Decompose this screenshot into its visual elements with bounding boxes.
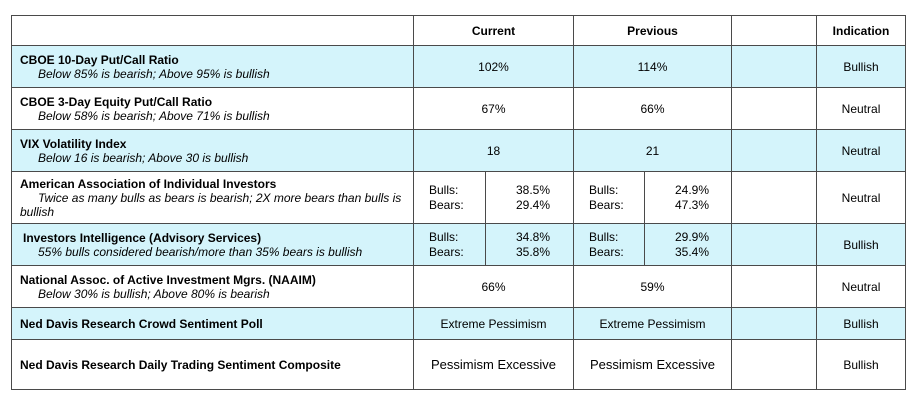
indication-value: Bullish <box>817 46 906 88</box>
indicator-label <box>12 172 414 224</box>
bears-label: Bears: <box>589 197 624 212</box>
bears-label: Bears: <box>589 244 624 259</box>
indicator-label <box>12 46 414 88</box>
indicator-subtitle: Below 85% is bearish; Above 95% is bullish <box>38 66 270 81</box>
current-bulls-bears <box>486 172 574 224</box>
current-bears-value: 35.8% <box>516 244 551 259</box>
previous-value: Extreme Pessimism <box>574 308 732 340</box>
indicator-label <box>12 266 414 308</box>
previous-value: 114% <box>574 46 732 88</box>
indicator-label <box>12 308 414 340</box>
bulls-label: Bulls: <box>589 229 619 244</box>
indicator-title: American Association of Individual Investors <box>20 176 277 191</box>
header-blank <box>12 16 414 46</box>
bulls-bears-labels <box>414 224 486 266</box>
table-row <box>12 340 906 390</box>
previous-bulls-bears <box>645 172 732 224</box>
sentiment-table <box>11 15 906 390</box>
indicator-title: Ned Davis Research Daily Trading Sentiment Composite <box>20 357 341 372</box>
current-value: Extreme Pessimism <box>414 308 574 340</box>
indicator-title: VIX Volatility Index <box>20 136 127 151</box>
current-value: 102% <box>414 46 574 88</box>
indication-value: Neutral <box>817 88 906 130</box>
indicator-subtitle: 55% bulls considered bearish/more than 35% bears is bullish <box>38 244 363 259</box>
bears-label: Bears: <box>429 244 464 259</box>
header-blank-2 <box>732 16 817 46</box>
previous-bears-value: 35.4% <box>675 244 710 259</box>
indication-value: Bullish <box>817 308 906 340</box>
spacer-cell <box>732 88 817 130</box>
table-row <box>12 308 906 340</box>
bulls-bears-labels <box>574 224 645 266</box>
header-indication: Indication <box>817 16 906 46</box>
spacer-cell <box>732 340 817 390</box>
previous-bulls-value: 24.9% <box>675 182 710 197</box>
indicator-title: CBOE 3-Day Equity Put/Call Ratio <box>20 94 213 109</box>
table-row <box>12 172 906 224</box>
table-row <box>12 88 906 130</box>
indicator-subtitle: Twice as many bulls as bears is bearish; 2X more bears than bulls is bullish <box>20 190 402 219</box>
spacer-cell <box>732 172 817 224</box>
current-bulls-value: 34.8% <box>516 229 551 244</box>
table-row <box>12 130 906 172</box>
bulls-bears-labels <box>414 172 486 224</box>
indicator-subtitle: Below 16 is bearish; Above 30 is bullish <box>38 150 249 165</box>
current-value: 67% <box>414 88 574 130</box>
bulls-bears-labels <box>574 172 645 224</box>
indication-value: Bullish <box>817 340 906 390</box>
indication-value: Neutral <box>817 130 906 172</box>
bulls-label: Bulls: <box>429 182 459 197</box>
table-row <box>12 46 906 88</box>
previous-value: Pessimism Excessive <box>574 340 732 390</box>
current-value: 18 <box>414 130 574 172</box>
previous-bulls-value: 29.9% <box>675 229 710 244</box>
indicator-label <box>12 340 414 390</box>
spacer-cell <box>732 308 817 340</box>
header-previous: Previous <box>574 16 732 46</box>
bears-label: Bears: <box>429 197 464 212</box>
header-current: Current <box>414 16 574 46</box>
bulls-label: Bulls: <box>589 182 619 197</box>
previous-value: 66% <box>574 88 732 130</box>
spacer-cell <box>732 224 817 266</box>
current-bulls-value: 38.5% <box>516 182 551 197</box>
indicator-label <box>12 130 414 172</box>
indicator-title: National Assoc. of Active Investment Mgrs. (NAAIM) <box>20 272 316 287</box>
spacer-cell <box>732 266 817 308</box>
table-row <box>12 266 906 308</box>
header-row <box>12 16 906 46</box>
current-value: 66% <box>414 266 574 308</box>
current-bears-value: 29.4% <box>516 197 551 212</box>
spacer-cell <box>732 130 817 172</box>
indicator-subtitle: Below 58% is bearish; Above 71% is bullish <box>38 108 270 123</box>
current-bulls-bears <box>486 224 574 266</box>
previous-bears-value: 47.3% <box>675 197 710 212</box>
indicator-title: CBOE 10-Day Put/Call Ratio <box>20 52 179 67</box>
indicator-label <box>12 88 414 130</box>
previous-value: 59% <box>574 266 732 308</box>
indicator-title: Ned Davis Research Crowd Sentiment Poll <box>20 316 263 331</box>
indication-value: Bullish <box>817 224 906 266</box>
indication-value: Neutral <box>817 172 906 224</box>
previous-value: 21 <box>574 130 732 172</box>
bulls-label: Bulls: <box>429 229 459 244</box>
indication-value: Neutral <box>817 266 906 308</box>
indicator-title: Investors Intelligence (Advisory Services) <box>23 230 262 245</box>
table-row <box>12 224 906 266</box>
spacer-cell <box>732 46 817 88</box>
previous-bulls-bears <box>645 224 732 266</box>
indicator-subtitle: Below 30% is bullish; Above 80% is bearish <box>38 286 270 301</box>
current-value: Pessimism Excessive <box>414 340 574 390</box>
indicator-label <box>12 224 414 266</box>
